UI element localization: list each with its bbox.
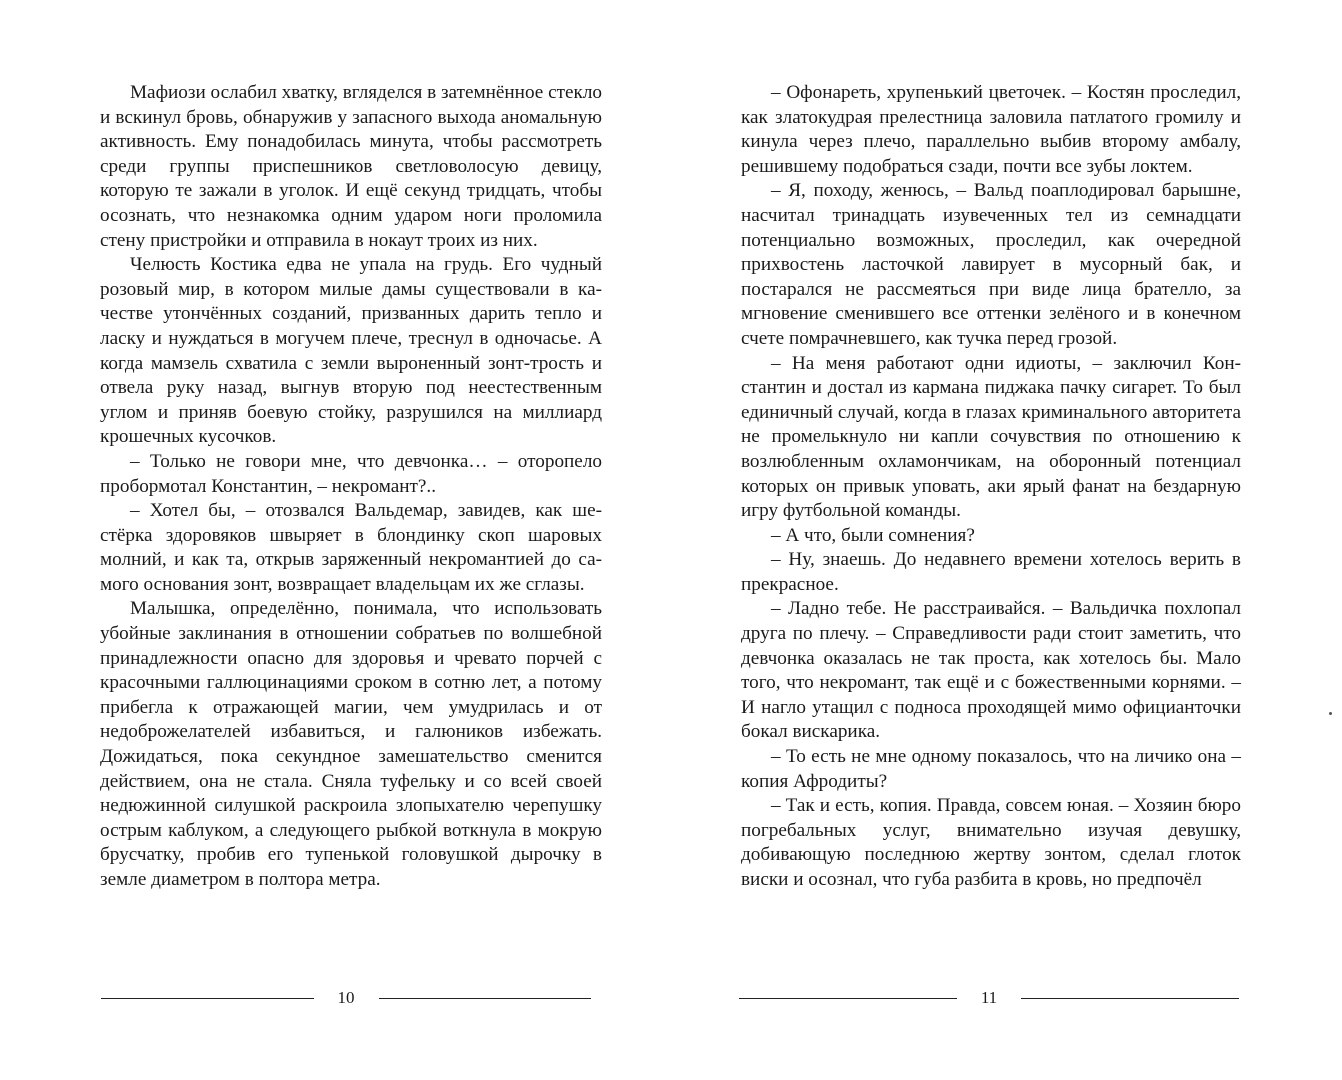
page-number: 10: [337, 988, 355, 1007]
right-page-footer: [739, 986, 1239, 1010]
paragraph: – Так и есть, копия. Правда, совсем юная. – Хозяин бюро погребальных услуг, внимательно изучая девушку, добивающую последнюю жертву зонтом, сделал глоток виски и осознал, что губа разбита в кровь, но предпочёл: [741, 795, 1241, 890]
paragraph: – Я, походу, женюсь, – Вальд поаплодировал барышне, насчитал тринадцать изувеченных тел из семнадцати потенциально возможных, проследил, как очередной прихвостень ласточкой лавирует в мусорный бак, и постарался не рассмеяться при виде лица брателло, за мгновение сменившего все оттенки зелёного и в конечном счете помрачневшего, как тучка перед грозой.: [741, 180, 1241, 349]
paragraph: – Ну, знаешь. До недавнего времени хотелось верить в прекрасное.: [741, 549, 1241, 595]
paragraph: – А что, были сомнения?: [771, 524, 975, 546]
footer-rule-left: [101, 998, 314, 999]
right-page: [671, 0, 1342, 1080]
footer-rule-right: [1021, 998, 1239, 999]
paragraph: – То есть не мне одному показалось, что на личико она – копия Афродиты?: [741, 746, 1241, 792]
left-page-text: [100, 81, 602, 893]
footer-rule-left: [739, 998, 957, 999]
left-page-footer: [101, 986, 591, 1010]
paragraph: Челюсть Костика едва не упала на грудь. Его чудный розовый мир, в котором милые дамы существовали в качестве утончённых созданий, призванных дарить тепло и ласку и нуждаться в могучем плече, треснул в одночасье. А когда мамзель схватила с земли выроненный зонт-трость и отвела руку назад, выгнув вторую под неестественным углом и приняв боевую стойку, разрушился на миллиард крошечных кусочков.: [100, 254, 602, 448]
paragraph: – Офонареть, хрупенький цветочек. – Костян проследил, как златокудрая прелестница заловила патлатого громилу и кинула через плечо, параллельно выбив второму амбалу, решившему подобраться сзади, почти все зубы локтем.: [741, 82, 1241, 177]
paragraph: – Только не говори мне, что девчонка… – оторопело пробормотал Константин, – некромант?..: [100, 450, 602, 497]
page-number: 11: [980, 988, 998, 1007]
paragraph: – На меня работают одни идиоты, – заключил Константин и достал из кармана пиджака пачку сигарет. То был единичный случай, когда в глазах криминального авторитета не промелькнуло ни капли сочувствия по отношению к возлюбленным охламончикам, на оборонный потенциал которых он привык уповать, аки ярый фанат на бездарную игру футбольной команды.: [741, 352, 1241, 522]
paper-speck: [1329, 712, 1332, 715]
paragraph: Мафиози ослабил хватку, вгляделся в затемнённое стекло и вскинул бровь, обнаружив у запасного выхода аномальную активность. Ему понадобилась минута, чтобы рассмотреть среди группы приспешников светловолосую девицу, которую те зажали в уголок. И ещё секунд тридцать, чтобы осознать, что незнакомка одним ударом ноги проломила стену пристройки и отправила в нокаут троих из них.: [100, 82, 602, 251]
paragraph: – Ладно тебе. Не расстраивайся. – Вальдичка похлопал друга по плечу. – Справедливости ради стоит заметить, что девчонка оказалась не так проста, как хотелось бы. Мало того, что некромант, так ещё и с божественными корнями. – И нагло утащил с подноса проходящей мимо официанточки бокал вискарика.: [741, 598, 1241, 743]
right-page-text: [741, 81, 1241, 893]
footer-rule-right: [379, 998, 592, 999]
paragraph: – Хотел бы, – отозвался Вальдемар, завидев, как шестёрка здоровяков швыряет в блондинку скоп шаровых молний, и как та, открыв заряженный некромантией до самого основания зонт, возвращает владельцам их же сглазы.: [100, 500, 602, 595]
paragraph: Малышка, определённо, понимала, что использовать убойные заклинания в отношении собратьев по волшебной принадлежности опасно для здоровья и чревато порчей с красочными галлюцинациями сроком в сотню лет, а потому прибегла к отражающей магии, чем умудрилась и от недоброжелателей избавиться, и галюников избежать. Дожидаться, пока секундное замешательство сменится действием, она не стала. Сняла туфельку и со всей своей недюжинной силушкой раскроила злопыхателю черепушку острым каблуком, а следующего рыбкой воткнула в мокрую брусчатку, пробив его тупенькой головушкой дырочку в земле диаметром в полтора метра.: [100, 598, 602, 890]
